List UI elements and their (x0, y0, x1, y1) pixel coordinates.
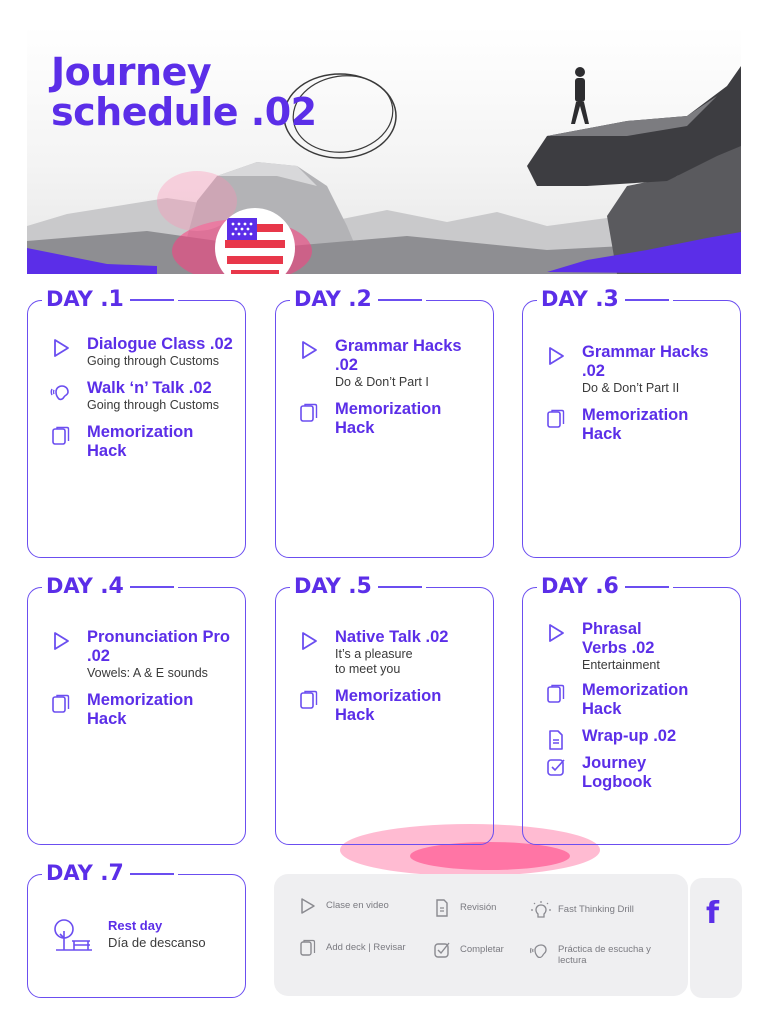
day-card-5 (275, 574, 494, 845)
listening-icon (530, 940, 550, 960)
day-card-3 (522, 287, 741, 558)
schedule-item[interactable]: Memorization Hack (545, 406, 730, 444)
schedule-item[interactable]: Phrasal Verbs .02 Entertainment (545, 620, 730, 673)
deck-icon (50, 693, 72, 715)
deck-icon (298, 402, 320, 424)
schedule-item[interactable]: Memorization Hack (50, 423, 235, 461)
day-card-4 (27, 574, 246, 845)
document-icon (432, 898, 452, 918)
deck-icon (50, 425, 72, 447)
schedule-item[interactable]: Grammar Hacks .02 Do & Don’t Part I (298, 337, 483, 390)
listening-icon (50, 381, 72, 403)
play-icon (545, 345, 567, 367)
deck-icon (298, 689, 320, 711)
icon-legend: Clase en video Revisión Fast Thinking Drill Add deck | Revisar Completar Práctica de escucha y lectura (274, 874, 688, 996)
park-bench-icon (52, 917, 94, 953)
schedule-item[interactable]: Memorization Hack (545, 681, 730, 719)
lightbulb-icon (530, 900, 552, 922)
deck-icon (545, 683, 567, 705)
play-icon (545, 622, 567, 644)
journey-number: .02 (250, 90, 317, 134)
day-label: DAY .7 (42, 858, 178, 889)
schedule-item[interactable]: Grammar Hacks .02 Do & Don’t Part II (545, 343, 730, 396)
brand-logo: f (706, 896, 720, 931)
deck-icon (298, 938, 318, 958)
schedule-item[interactable]: Memorization Hack (298, 687, 483, 725)
schedule-item[interactable]: Memorization Hack (50, 691, 235, 729)
play-icon (298, 630, 320, 652)
play-icon (50, 630, 72, 652)
schedule-item[interactable]: Journey Logbook (545, 754, 730, 792)
day-card-6 (522, 574, 741, 845)
day-label: DAY .6 (537, 571, 673, 602)
schedule-item[interactable]: Wrap-up .02 (545, 727, 730, 746)
day-label: DAY .5 (290, 571, 426, 602)
day-label: DAY .3 (537, 284, 673, 315)
us-flag-icon (215, 208, 295, 274)
play-icon (50, 337, 72, 359)
day-label: DAY .2 (290, 284, 426, 315)
deck-icon (545, 408, 567, 430)
day-card-2 (275, 287, 494, 558)
schedule-item[interactable]: Memorization Hack (298, 400, 483, 438)
checkbox-icon (432, 940, 452, 960)
page-title: Journey schedule .02 (51, 50, 317, 134)
day-label: DAY .1 (42, 284, 178, 315)
checkbox-icon (545, 756, 567, 778)
hero-banner (27, 26, 741, 274)
play-icon (298, 896, 318, 916)
day-card-7 (27, 861, 246, 998)
schedule-item[interactable]: Pronunciation Pro .02 Vowels: A & E sounds (50, 628, 235, 681)
schedule-item[interactable]: Dialogue Class .02 Going through Customs (50, 335, 235, 369)
schedule-item[interactable]: Native Talk .02 It’s a pleasure to meet you (298, 628, 483, 677)
schedule-item[interactable]: Rest day Día de descanso (52, 917, 235, 952)
document-icon (545, 729, 567, 751)
schedule-item[interactable]: Walk ‘n’ Talk .02 Going through Customs (50, 379, 235, 413)
day-card-1 (27, 287, 246, 558)
play-icon (298, 339, 320, 361)
brand-logo-tab (690, 878, 742, 998)
day-label: DAY .4 (42, 571, 178, 602)
